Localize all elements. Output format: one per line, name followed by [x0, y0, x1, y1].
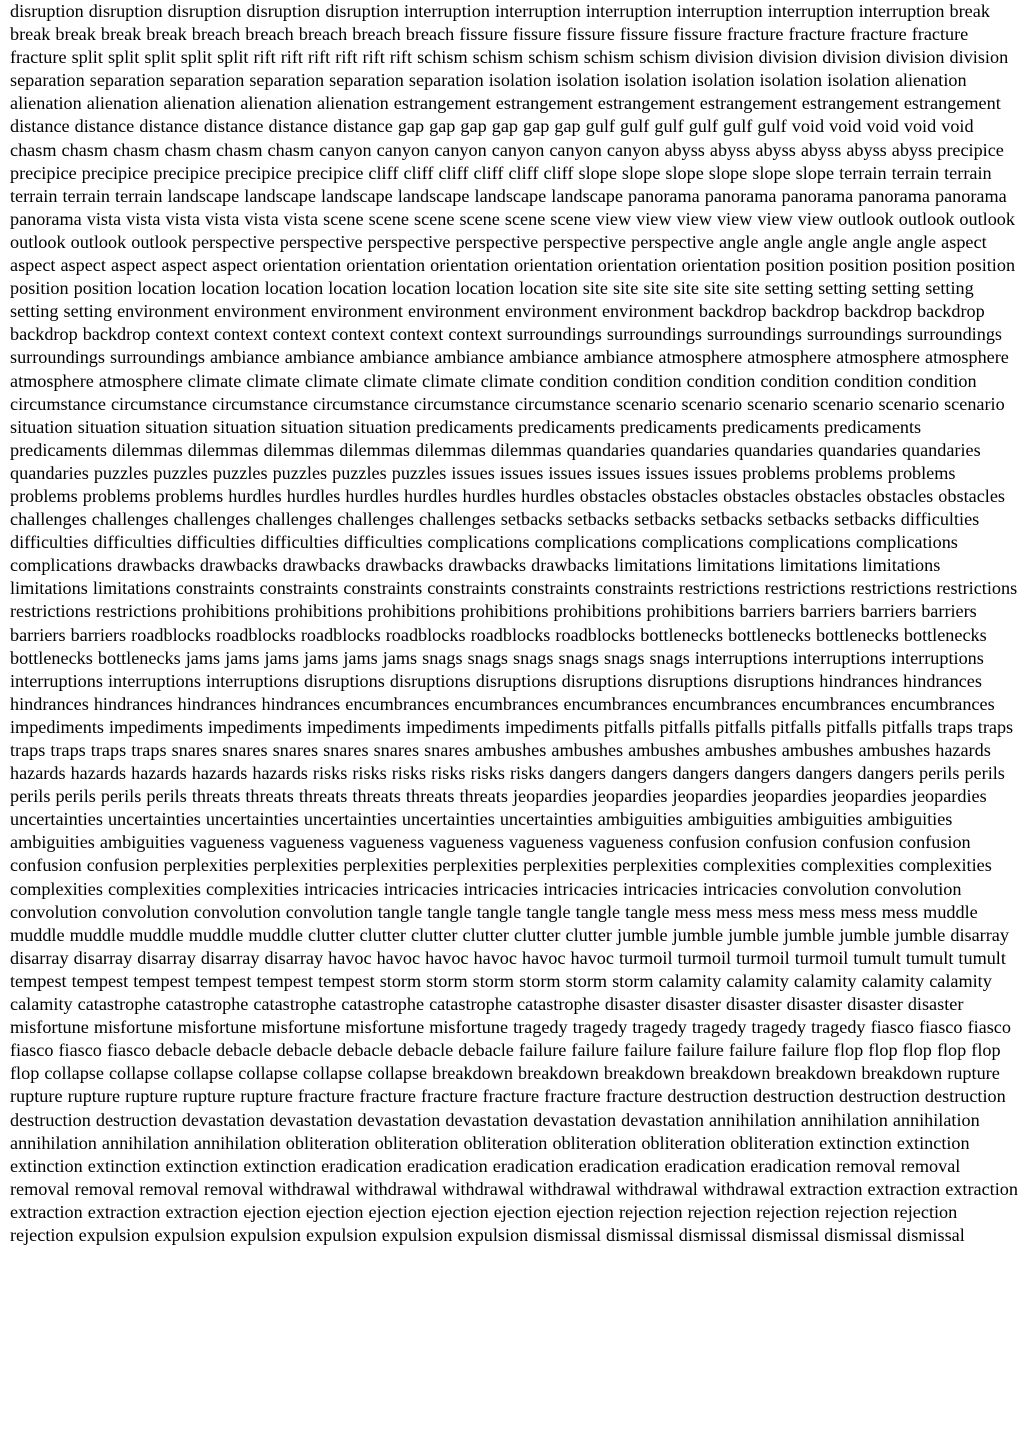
body-text: disruption disruption disruption disruption disruption interruption interruption interruption interruption interruption interruption break break break break break breach breach breach breach breach fissure fissure fissure fissure fissure fracture fracture fracture fracture fracture split split split split split rift rift rift rift rift rift schism schism schism schism schism division division division division division separation separation separation separation separation separation isolation isolation isolation isolation isolation isolation alienation alienation alienation alienation alienation alienation estrangement estrangement estrangement estrangement estrangement estrangement distance distance distance distance distance distance gap gap gap gap gap gap gulf gulf gulf gulf gulf gulf void void void void void chasm chasm chasm chasm chasm chasm canyon canyon canyon canyon canyon canyon abyss abyss abyss abyss abyss abyss precipice precipice precipice precipice precipice precipice cliff cliff cliff cliff cliff cliff slope slope slope slope slope slope terrain terrain terrain terrain terrain terrain landscape landscape landscape landscape landscape landscape panorama panorama panorama panorama panorama panorama vista vista vista vista vista vista scene scene scene scene scene scene view view view view view view outlook outlook outlook outlook outlook outlook perspective perspective perspective perspective perspective perspective angle angle angle angle angle aspect aspect aspect aspect aspect aspect orientation orientation orientation orientation orientation orientation position position position position position position location location location location location location location site site site site site site setting setting setting setting setting setting environment environment environment environment environment environment backdrop backdrop backdrop backdrop backdrop backdrop context context context context context context surroundings surroundings surroundings surroundings surroundings surroundings surroundings ambiance ambiance ambiance ambiance ambiance ambiance atmosphere atmosphere atmosphere atmosphere atmosphere atmosphere climate climate climate climate climate climate condition condition condition condition condition condition circumstance circumstance circumstance circumstance circumstance circumstance scenario scenario scenario scenario scenario scenario situation situation situation situation situation situation predicaments predicaments predicaments predicaments predicaments predicaments dilemmas dilemmas dilemmas dilemmas dilemmas dilemmas quandaries quandaries quandaries quandaries quandaries quandaries puzzles puzzles puzzles puzzles puzzles puzzles issues issues issues issues issues issues problems problems problems problems problems problems hurdles hurdles hurdles hurdles hurdles hurdles obstacles obstacles obstacles obstacles obstacles obstacles challenges challenges challenges challenges challenges challenges setbacks setbacks setbacks setbacks setbacks setbacks difficulties difficulties difficulties difficulties difficulties difficulties complications complications complications complications complications complications drawbacks drawbacks drawbacks drawbacks drawbacks drawbacks limitations limitations limitations limitations limitations limitations constraints constraints constraints constraints constraints constraints restrictions restrictions restrictions restrictions restrictions restrictions prohibitions prohibitions prohibitions prohibitions prohibitions prohibitions barriers barriers barriers barriers barriers barriers roadblocks roadblocks roadblocks roadblocks roadblocks roadblocks bottlenecks bottlenecks bottlenecks bottlenecks bottlenecks bottlenecks jams jams jams jams jams jams snags snags snags snags snags snags interruptions interruptions interruptions interruptions interruptions interruptions disruptions disruptions disruptions disruptions disruptions disruptions hindrances hindrances hindrances hindrances hindrances hindrances encumbrances encumbrances encumbrances encumbrances encumbrances encumbrances impediments impediments impediments impediments impediments impediments pitfalls pitfalls pitfalls pitfalls pitfalls pitfalls traps traps traps traps traps traps snares snares snares snares snares snares ambushes ambushes ambushes ambushes ambushes ambushes hazards hazards hazards hazards hazards hazards risks risks risks risks risks risks dangers dangers dangers dangers dangers dangers perils perils perils perils perils perils threats threats threats threats threats threats jeopardies jeopardies jeopardies jeopardies jeopardies jeopardies uncertainties uncertainties uncertainties uncertainties uncertainties uncertainties ambiguities ambiguities ambiguities ambiguities ambiguities ambiguities vagueness vagueness vagueness vagueness vagueness vagueness confusion confusion confusion confusion confusion confusion perplexities perplexities perplexities perplexities perplexities perplexities complexities complexities complexities complexities complexities complexities intricacies intricacies intricacies intricacies intricacies intricacies convolution convolution convolution convolution convolution convolution tangle tangle tangle tangle tangle tangle mess mess mess mess mess mess muddle muddle muddle muddle muddle muddle clutter clutter clutter clutter clutter clutter jumble jumble jumble jumble jumble jumble disarray disarray disarray disarray disarray disarray havoc havoc havoc havoc havoc havoc turmoil turmoil turmoil turmoil tumult tumult tumult tempest tempest tempest tempest tempest tempest storm storm storm storm storm storm calamity calamity calamity calamity calamity calamity catastrophe catastrophe catastrophe catastrophe catastrophe catastrophe disaster disaster disaster disaster disaster disaster misfortune misfortune misfortune misfortune misfortune misfortune tragedy tragedy tragedy tragedy tragedy tragedy fiasco fiasco fiasco fiasco fiasco fiasco debacle debacle debacle debacle debacle debacle failure failure failure failure failure failure flop flop flop flop flop flop collapse collapse collapse collapse collapse collapse breakdown breakdown breakdown breakdown breakdown breakdown rupture rupture rupture rupture rupture rupture fracture fracture fracture fracture fracture fracture destruction destruction destruction destruction destruction destruction devastation devastation devastation devastation devastation devastation annihilation annihilation annihilation annihilation annihilation annihilation obliteration obliteration obliteration obliteration obliteration obliteration extinction extinction extinction extinction extinction extinction eradication eradication eradication eradication eradication eradication removal removal removal removal removal removal withdrawal withdrawal withdrawal withdrawal withdrawal withdrawal extraction extraction extraction extraction extraction extraction ejection ejection ejection ejection ejection ejection rejection rejection rejection rejection rejection rejection expulsion expulsion expulsion expulsion expulsion expulsion dismissal dismissal dismissal dismissal dismissal dismissal: [10, 1, 1018, 1245]
